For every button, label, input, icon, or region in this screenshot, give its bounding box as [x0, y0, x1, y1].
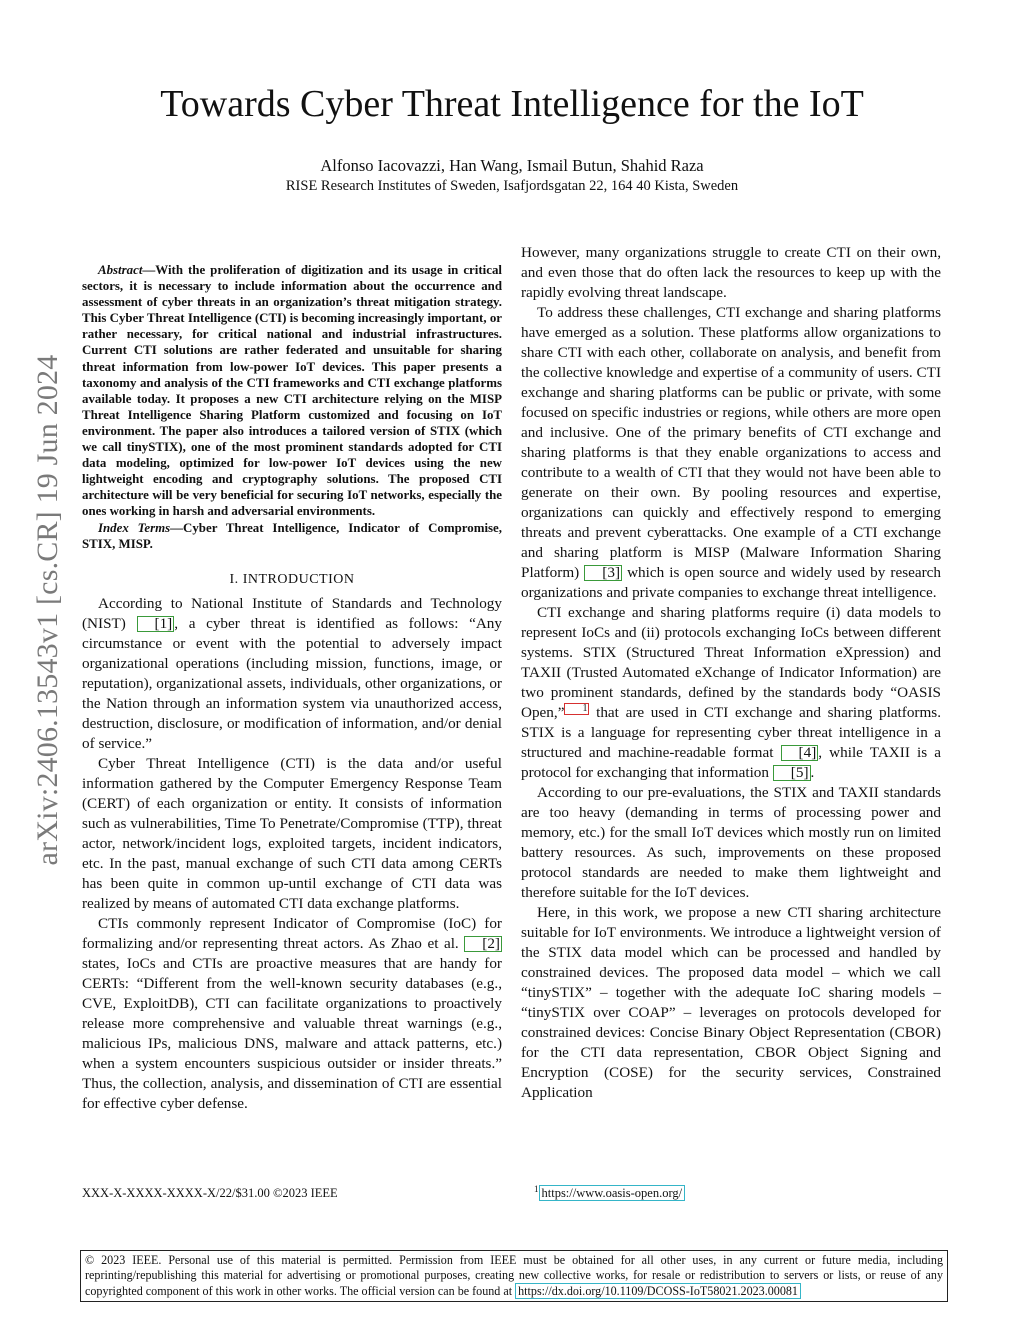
- text-run: , a cyber threat is identified as follows: “Any circumstance or event with the potential to adversely impact organizational operations (including mission, functions, image, or reputation), organizational assets, individuals, other organizations, or the Nation through an information system via unauthorized access, destruction, disclosure, or modification of information, and/or denial of service.”: [82, 614, 502, 752]
- abstract-text: —With the proliferation of digitization and its usage in critical sectors, it is necessary to include information about the occurrence and assessment of cyber threats in an organization’s threat mitigation strategy. This Cyber Threat Intelligence (CTI) is becoming increasingly important, or rather necessary, for critical national and industrial infrastructures. Current CTI solutions are rather federated and unsuitable for sharing threat information from low-power IoT devices. This paper presents a taxonomy and analysis of the CTI frameworks and CTI exchange platforms available today. It proposes a new CTI architecture relying on the MISP Threat Intelligence Sharing Platform customized and focusing on IoT environment. The paper also introduces a tailored version of STIX (which we call tinySTIX), one of the most prominent standards adopted for CTI data modeling, optimized for low-power IoT devices using the new lightweight encoding and cryptography solutions. The proposed CTI architecture will be very beneficial for securing IoT networks, especially the ones working in harsh and adversarial environments.: [82, 263, 502, 519]
- paper-title: Towards Cyber Threat Intelligence for the IoT: [160, 83, 864, 125]
- left-column: [82, 262, 502, 1114]
- text-run: states, IoCs and CTIs are proactive measures that are handy for CERTs: “Different from the well-known security databases (e.g., CVE, ExploitDB), CTI can facilitate organizations to proactively release more comprehensive and valuable threat warnings (e.g., malicious IPs, malicious DNS, malware and attack patterns, etc.) when a system encounters suspicious outsider or insider threats.” Thus, the collection, analysis, and dissemination of CTI are essential for effective cyber defense.: [82, 954, 502, 1112]
- doi-link[interactable]: https://dx.doi.org/10.1109/DCOSS-IoT58021.2023.00081: [515, 1283, 801, 1299]
- text-run: To address these challenges, CTI exchange and sharing platforms have emerged as a solution. These platforms allow organizations to share CTI with each other, collaborate on analysis, and benefit from the collective knowledge and expertise of a community of users. CTI exchange and sharing platforms can be public or private, with some focused on specific industries or regions, while others are more open and inclusive. One of the primary benefits of CTI exchange and sharing platforms is that they enable organizations to access and contribute to a wealth of CTI that they would not have been able to generate on their own. By pooling resources and expertise, organizations can quickly and effectively respond to emerging threats and prevent cyberattacks. One example of a CTI exchange and sharing platform is MISP (Malware Information Sharing Platform): [521, 304, 941, 581]
- section-number: I.: [229, 571, 243, 587]
- text-run: , while TAXII is a protocol for exchanging that information: [521, 744, 941, 782]
- text-run: .: [810, 764, 815, 782]
- paragraph-proposal: Here, in this work, we propose a new CTI sharing architecture suitable for IoT environments. We introduce a lightweight version of the STIX data model which can be processed and handled by constrained devices. The proposed data model – which we call “tinySTIX” – together with the adequate IoC sharing models – “tinySTIX over COAP” – leverages on protocols developed for constrained devices: Concise Binary Object Representation (CBOR) for the CTI data representation, CBOR Object Signing and Encryption (COSE) for the security services, Constrained Application: [521, 904, 941, 1102]
- author-list: Alfonso Iacovazzi, Han Wang, Ismail Butun, Shahid Raza: [320, 156, 704, 175]
- footnote-number: 1: [534, 1184, 539, 1194]
- citation-link[interactable]: [4]: [781, 745, 819, 761]
- paragraph-intro-3: [82, 914, 502, 1114]
- text-run: CTI exchange and sharing platforms require (i) data models to represent IoCs and (ii) protocols exchanging IoCs between different systems. STIX (Structured Threat Information eXpression) and TAXII (Trusted Automated eXchange of Indicator Information) are two prominent standards, defined by the standards body “OASIS Open,”: [521, 604, 941, 722]
- section-first-letter: I: [242, 571, 248, 587]
- section-heading-introduction: [82, 570, 502, 590]
- paragraph-platforms: [521, 303, 941, 603]
- affiliation: RISE Research Institutes of Sweden, Isafjordsgatan 22, 164 40 Kista, Sweden: [285, 178, 739, 194]
- paragraph-continued: However, many organizations struggle to create CTI on their own, and even those that do often lack the resources to keep up with the rapidly evolving threat landscape.: [521, 244, 941, 301]
- footnote-url-link[interactable]: https://www.oasis-open.org/: [539, 1185, 686, 1201]
- copyright-notice: [80, 1250, 948, 1302]
- section-title-rest: NTRODUCTION: [247, 571, 355, 587]
- footnote: [534, 1184, 685, 1201]
- text-run: According to National Institute of Standards and Technology (NIST): [82, 594, 502, 632]
- citation-link[interactable]: [1]: [137, 616, 175, 632]
- copyright-text: © 2023 IEEE. Personal use of this material is permitted. Permission from IEEE must be obtained for all other uses, in any current or future media, including reprinting/republishing this material for advertising or promotional purposes, creating new collective works, for resale or redistribution to servers or lists, or reuse of any copyrighted component of this work in other works. The official version can be found at: [85, 1253, 943, 1298]
- paragraph-intro-2: Cyber Threat Intelligence (CTI) is the data and/or useful information gathered by the Computer Emergency Response Team (CERT) of each organization or entity. It consists of information such as vulnerabilities, Time To Penetrate/Compromise (TTP), threat actor, network/incident logs, exploited targets, incident indicators, etc. In the past, manual exchange of such CTI data among CERTs has been quite in common up-until exchange of CTI data was realized by means of automated CTI data exchange platforms.: [82, 754, 502, 912]
- index-terms-label: Index Terms: [98, 520, 171, 535]
- text-run: CTIs commonly represent Indicator of Compromise (IoC) for formalizing and/or representing threat actors. As Zhao et al.: [82, 914, 502, 952]
- citation-link[interactable]: [2]: [464, 936, 502, 952]
- abstract: [82, 262, 502, 520]
- arxiv-identifier: arXiv:2406.13543v1 [cs.CR] 19 Jun 2024: [31, 354, 64, 866]
- index-terms: [82, 520, 502, 552]
- text-run: that are used in CTI exchange and sharing platforms. STIX is a language for representing cyber threat intelligence in a structured and machine-readable format: [521, 704, 941, 762]
- text-run: which is open source and widely used by research organizations and private companies to exchange threat intelligence.: [521, 564, 941, 601]
- paragraph-standards: [521, 603, 941, 783]
- citation-link[interactable]: [5]: [773, 765, 811, 781]
- paragraph-pre-evaluations: According to our pre-evaluations, the STIX and TAXII standards are too heavy (demanding in terms of processing power and memory, etc.) for the small IoT devices which mostly run on limited battery resources. As such, improvements on these proposed protocol standards are needed to make them lightweight and therefore suitable for the IoT devices.: [521, 784, 941, 902]
- citation-link[interactable]: [3]: [584, 565, 622, 581]
- paragraph-intro-1: [82, 594, 502, 754]
- index-terms-text: —Cyber Threat Intelligence, Indicator of Compromise, STIX, MISP.: [82, 520, 502, 551]
- footnote-link[interactable]: 1: [564, 703, 589, 715]
- footer-isbn: XXX-X-XXXX-XXXX-X/22/$31.00 ©2023 IEEE: [82, 1186, 338, 1200]
- right-column: [521, 243, 941, 1103]
- abstract-label: Abstract: [98, 263, 143, 277]
